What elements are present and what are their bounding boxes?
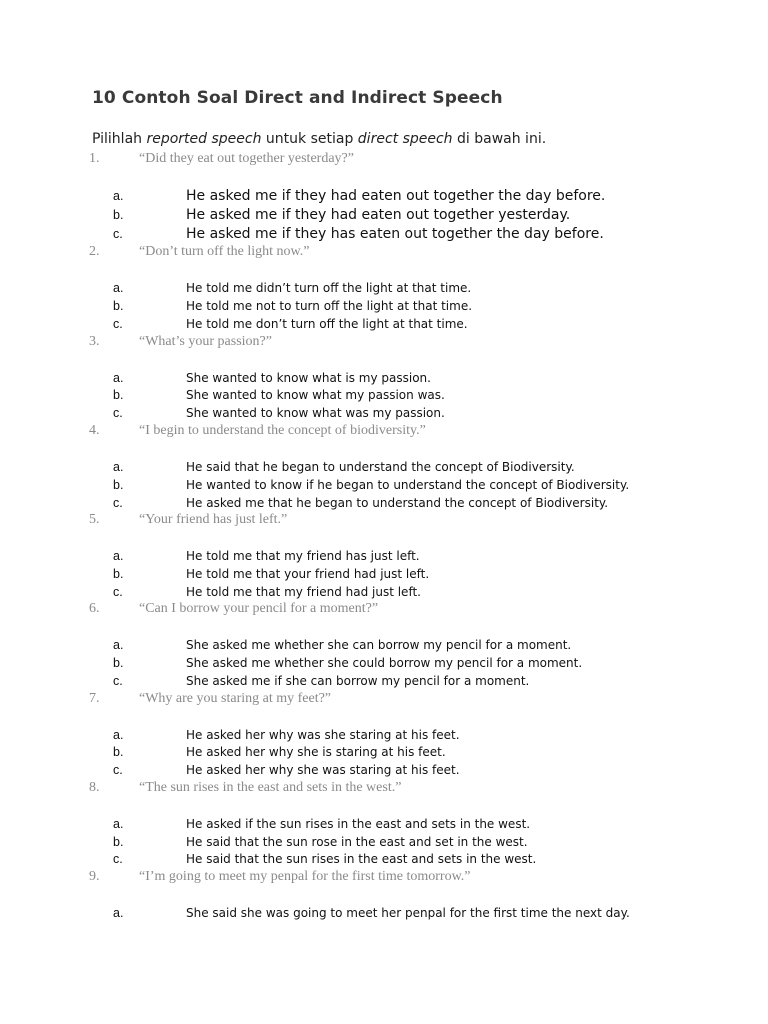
option-letter: b. [113, 388, 124, 402]
question-text: “The sun rises in the east and sets in the west.” [139, 780, 402, 795]
instruction-text [92, 131, 546, 147]
option-3c [113, 404, 445, 422]
option-letter: b. [113, 656, 124, 670]
question-2 [89, 243, 309, 261]
option-letter: b. [113, 745, 124, 759]
option-text: He asked her why she was staring at his feet. [186, 763, 460, 777]
option-1c [113, 225, 604, 243]
option-text: He told me didn’t turn off the light at that time. [186, 281, 472, 295]
question-number: 8. [89, 780, 100, 795]
option-letter: a. [113, 728, 124, 742]
option-letter: c. [113, 227, 123, 241]
question-number: 9. [89, 869, 100, 884]
option-letter: c. [113, 406, 123, 420]
option-text: She said she was going to meet her penpal for the first time the next day. [186, 906, 630, 920]
option-text: He told me that my friend had just left. [186, 585, 421, 599]
option-1a [113, 187, 605, 205]
option-letter: b. [113, 299, 124, 313]
option-2b [113, 297, 472, 315]
option-text: He asked if the sun rises in the east and sets in the west. [186, 817, 531, 831]
option-3b [113, 386, 445, 404]
option-letter: a. [113, 281, 124, 295]
question-text: “Don’t turn off the light now.” [139, 244, 310, 259]
option-2a [113, 279, 471, 297]
question-text: “What’s your passion?” [139, 334, 272, 349]
question-number: 4. [89, 423, 100, 438]
option-4c [113, 494, 608, 512]
question-number: 5. [89, 512, 100, 527]
question-1 [89, 150, 354, 168]
option-text: He told me that your friend had just left. [186, 567, 430, 581]
option-3a [113, 369, 431, 387]
option-letter: b. [113, 835, 124, 849]
question-text: “Why are you staring at my feet?” [139, 691, 332, 706]
option-letter: a. [113, 189, 124, 203]
option-text: He asked me if they had eaten out together yesterday. [186, 207, 571, 223]
option-text: She wanted to know what my passion was. [186, 388, 445, 402]
option-letter: a. [113, 906, 124, 920]
document-title: 10 Contoh Soal Direct and Indirect Speech [92, 88, 503, 108]
question-text: “I begin to understand the concept of biodiversity.” [139, 423, 426, 438]
option-letter: a. [113, 549, 124, 563]
option-5a [113, 547, 420, 565]
option-text: He told me not to turn off the light at that time. [186, 299, 473, 313]
option-text: He asked me if they has eaten out together the day before. [186, 226, 604, 242]
question-text: “Can I borrow your pencil for a moment?” [139, 601, 379, 616]
option-letter: a. [113, 638, 124, 652]
option-text: He wanted to know if he began to understand the concept of Biodiversity. [186, 478, 630, 492]
option-6a [113, 636, 571, 654]
option-text: He told me that my friend has just left. [186, 549, 420, 563]
option-letter: c. [113, 496, 123, 510]
option-text: She wanted to know what is my passion. [186, 371, 431, 385]
option-letter: b. [113, 478, 124, 492]
question-number: 1. [89, 151, 100, 166]
option-letter: a. [113, 371, 124, 385]
option-text: He asked me that he began to understand the concept of Biodiversity. [186, 496, 609, 510]
option-4b [113, 476, 629, 494]
option-letter: c. [113, 763, 123, 777]
option-text: He told me don’t turn off the light at that time. [186, 317, 468, 331]
question-9 [89, 868, 471, 886]
instruction-part: di bawah ini. [452, 131, 547, 147]
question-7 [89, 690, 331, 708]
option-5b [113, 565, 429, 583]
option-letter: a. [113, 817, 124, 831]
option-letter: c. [113, 674, 123, 688]
option-2c [113, 315, 468, 333]
option-6c [113, 672, 529, 690]
option-text: He asked her why she is staring at his feet. [186, 745, 446, 759]
option-8b [113, 833, 528, 851]
question-number: 6. [89, 601, 100, 616]
option-text: She asked me whether she could borrow my pencil for a moment. [186, 656, 583, 670]
option-text: He said that the sun rose in the east and set in the west. [186, 835, 528, 849]
option-8a [113, 815, 530, 833]
option-text: He said that he began to understand the concept of Biodiversity. [186, 460, 575, 474]
option-text: He asked me if they had eaten out together the day before. [186, 188, 606, 204]
option-9a [113, 904, 630, 922]
option-5c [113, 583, 421, 601]
instruction-emphasis: direct speech [357, 131, 453, 147]
option-letter: b. [113, 208, 124, 222]
option-1b [113, 206, 570, 224]
option-letter: c. [113, 585, 123, 599]
option-8c [113, 850, 536, 868]
option-text: She asked me if she can borrow my pencil for a moment. [186, 674, 530, 688]
option-text: He asked her why was she staring at his feet. [186, 728, 460, 742]
option-text: He said that the sun rises in the east and sets in the west. [186, 852, 537, 866]
question-text: “I’m going to meet my penpal for the first time tomorrow.” [139, 869, 471, 884]
question-number: 7. [89, 691, 100, 706]
instruction-part: untuk setiap [261, 131, 358, 147]
option-6b [113, 654, 582, 672]
option-text: She asked me whether she can borrow my pencil for a moment. [186, 638, 572, 652]
option-letter: b. [113, 567, 124, 581]
question-4 [89, 422, 426, 440]
question-text: “Did they eat out together yesterday?” [139, 151, 354, 166]
question-8 [89, 779, 401, 797]
question-3 [89, 333, 272, 351]
option-text: She wanted to know what was my passion. [186, 406, 445, 420]
question-number: 3. [89, 334, 100, 349]
option-4a [113, 458, 575, 476]
question-6 [89, 600, 378, 618]
option-letter: c. [113, 317, 123, 331]
option-7a [113, 726, 460, 744]
option-letter: c. [113, 852, 123, 866]
option-letter: a. [113, 460, 124, 474]
question-5 [89, 511, 287, 529]
question-text: “Your friend has just left.” [139, 512, 288, 527]
option-7b [113, 743, 446, 761]
instruction-emphasis: reported speech [146, 131, 262, 147]
option-7c [113, 761, 460, 779]
instruction-part: Pilihlah [92, 131, 147, 147]
question-number: 2. [89, 244, 100, 259]
